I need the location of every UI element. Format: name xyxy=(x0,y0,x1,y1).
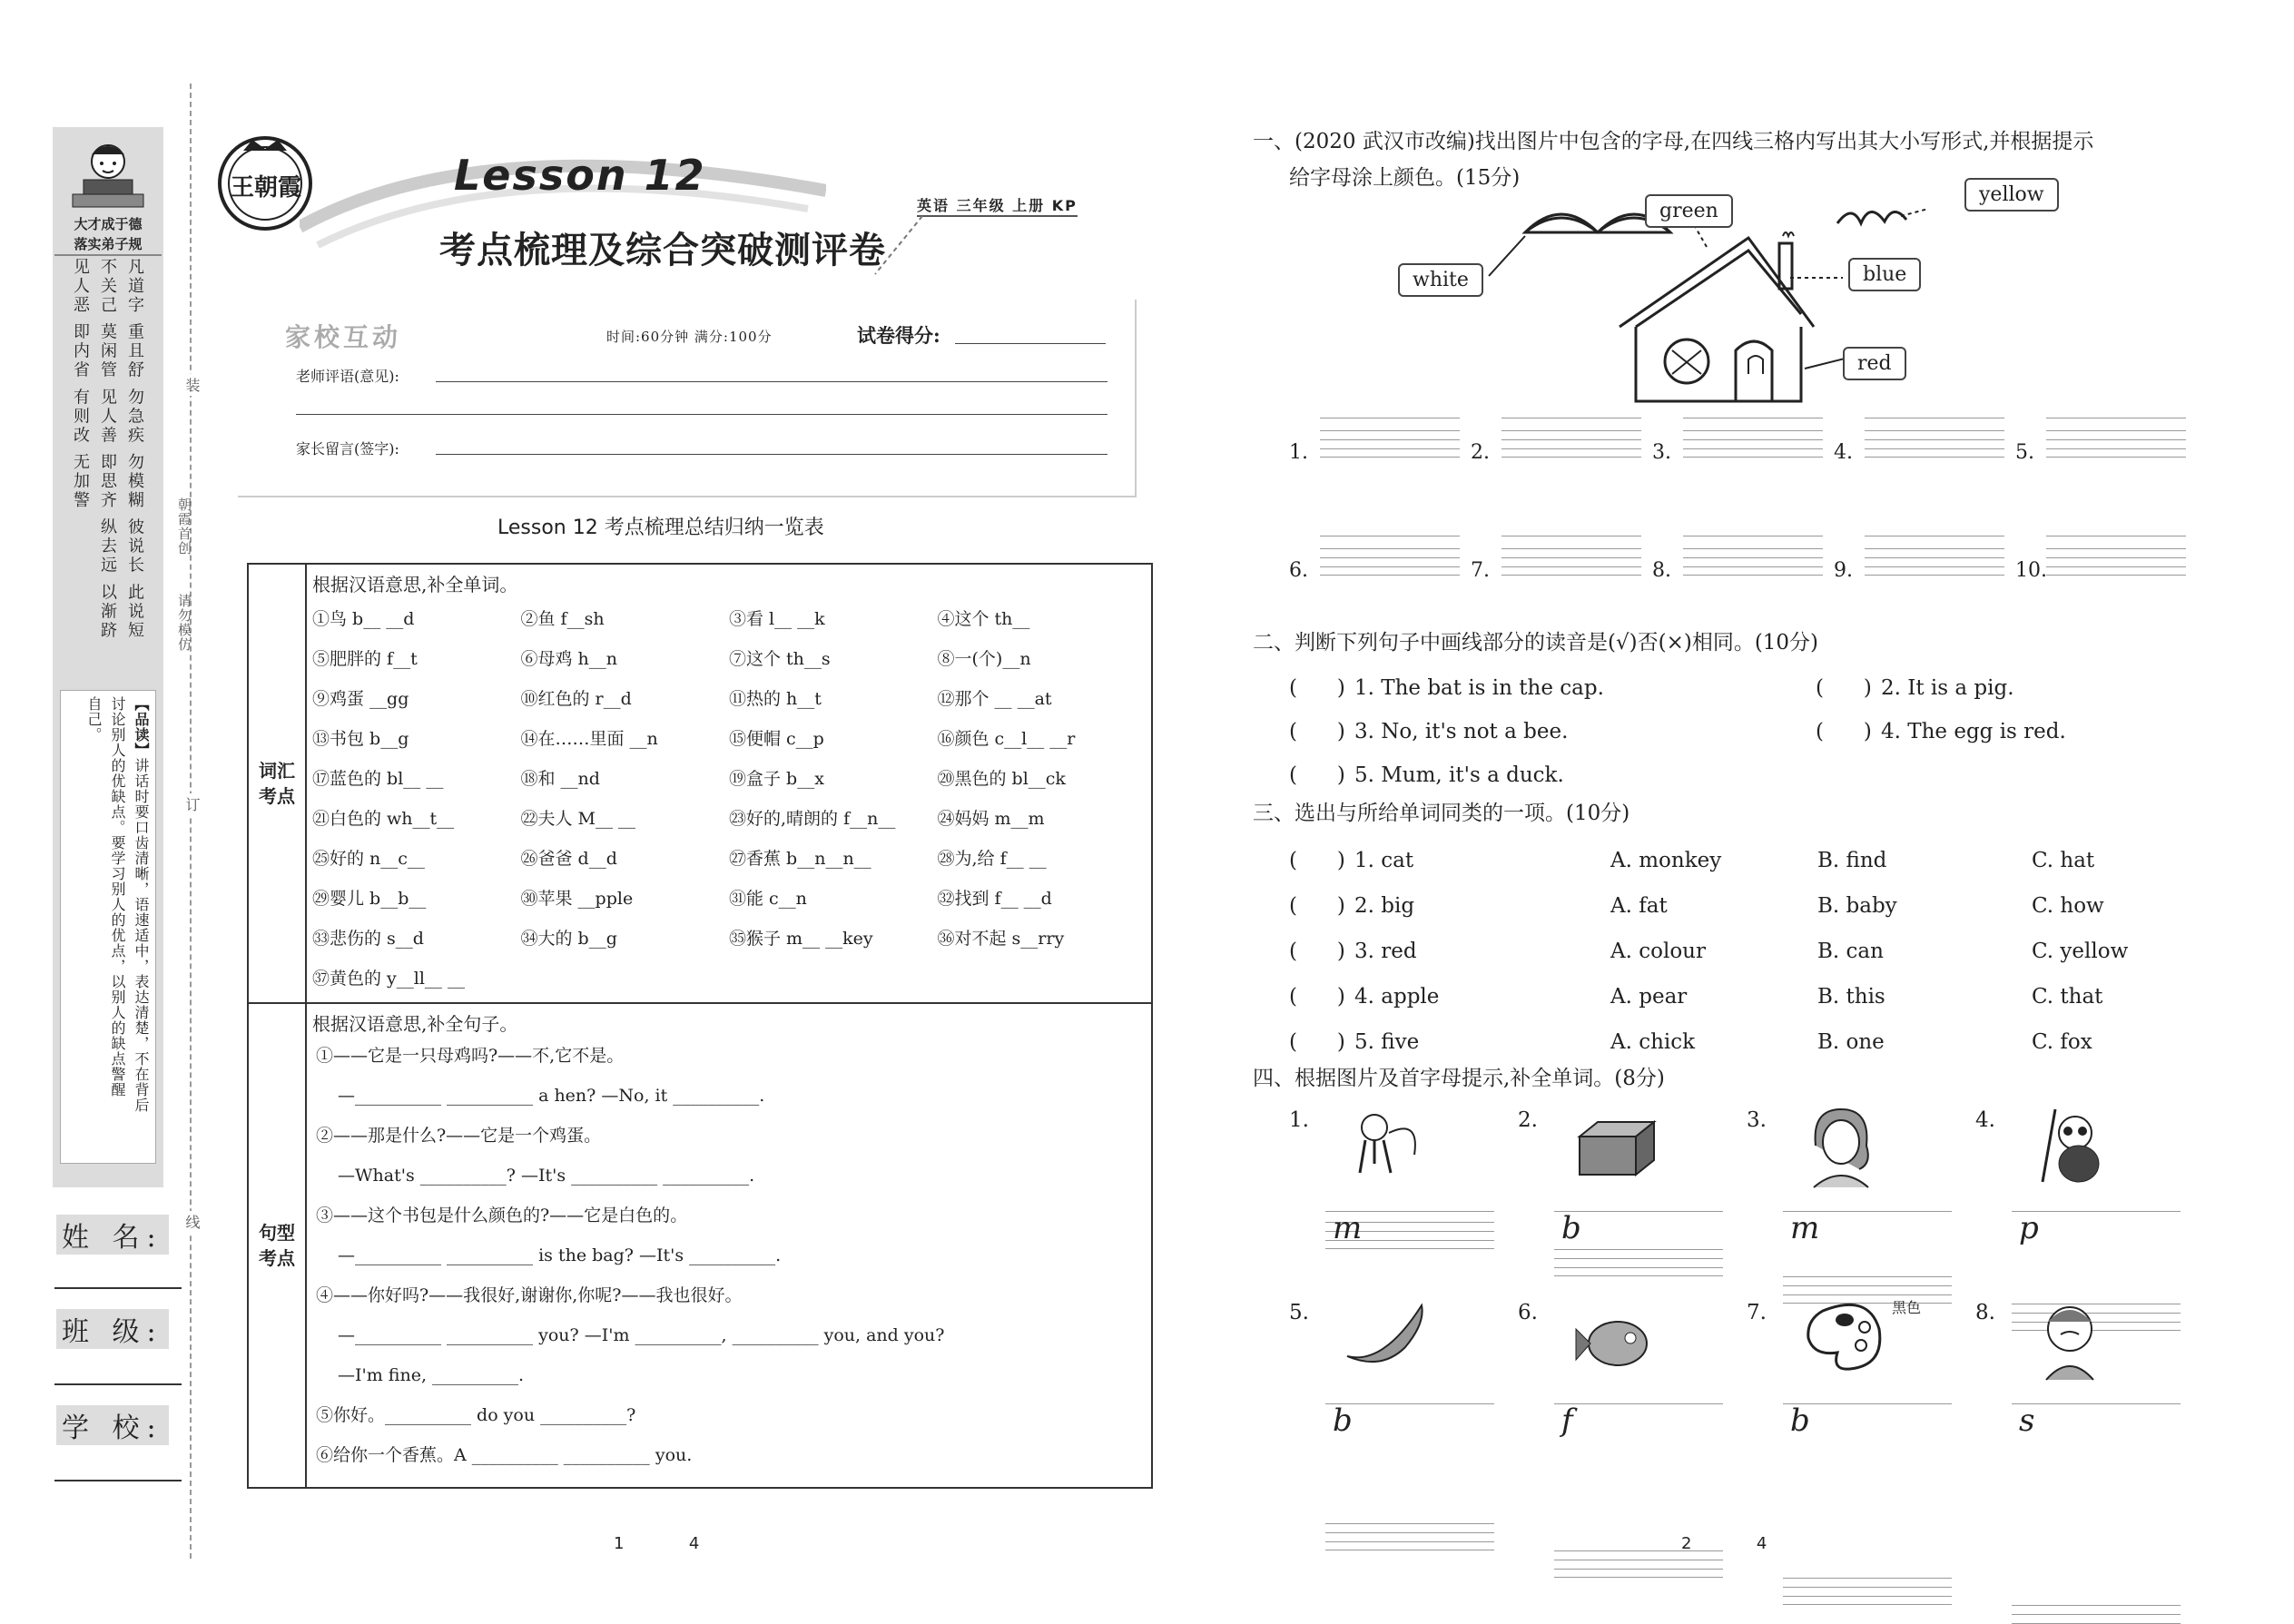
tag-diagonal xyxy=(871,214,926,278)
label-green: green xyxy=(1645,194,1733,228)
picture-3 xyxy=(1796,1100,1886,1191)
vocab-item: ⑯颜色 c__l__ __r xyxy=(937,729,1076,749)
vocab-item: ㉕好的 n__c__ xyxy=(312,849,425,869)
picture-4 xyxy=(2024,1100,2115,1191)
choice-paren[interactable]: ( ) xyxy=(1289,894,1345,918)
vocab-cell xyxy=(306,564,1152,1003)
writing-grid[interactable] xyxy=(2012,1605,2181,1624)
vocab-item: ㉗香蕉 b__n__n__ xyxy=(729,849,871,869)
sentence-intro: 根据汉语意思,补全句子。 xyxy=(312,1013,518,1035)
vocab-item: ㊱对不起 s__rry xyxy=(937,929,1065,949)
writing-grid[interactable] xyxy=(1554,1249,1723,1276)
picture-number: 5. xyxy=(1289,1301,1309,1324)
writing-top-line xyxy=(2012,1403,2181,1404)
sentence-cat-1: 句型 xyxy=(259,1222,295,1244)
vocab-item: ④这个 th__ xyxy=(937,609,1030,629)
vocab-cat-1: 词汇 xyxy=(259,760,295,782)
picture-number: 8. xyxy=(1975,1301,1995,1324)
picture-1 xyxy=(1338,1100,1429,1191)
option-b[interactable]: B. one xyxy=(1817,1030,1885,1054)
poem-col-2: 不关己 莫闲管 见人善 即思齐 纵去远 以渐跻 xyxy=(98,258,117,641)
vocab-item: ㉓好的,晴朗的 f__n__ xyxy=(729,809,896,829)
vocab-item: ⑲盒子 b__x xyxy=(729,769,824,789)
motto-line-1: 大才成于德 xyxy=(74,216,143,232)
vocab-item: ⑰蓝色的 bl__ __ xyxy=(312,769,444,789)
name-label: 姓 名: xyxy=(56,1215,169,1255)
option-c[interactable]: C. hat xyxy=(2032,849,2095,872)
option-c[interactable]: C. yellow xyxy=(2032,940,2129,963)
vocab-intro: 根据汉语意思,补全单词。 xyxy=(312,574,518,595)
judge-paren[interactable]: ( ) xyxy=(1816,720,1872,743)
picture-2 xyxy=(1567,1100,1658,1191)
sentence-line: —I'm fine, __________. xyxy=(338,1365,525,1385)
vocab-item: ㉔妈妈 m__m xyxy=(937,809,1045,829)
hint-letter: b xyxy=(1333,1403,1353,1439)
time-info: 时间:60分钟 满分:100分 xyxy=(606,329,773,345)
lesson-title: Lesson 12 xyxy=(454,151,706,200)
vocab-item: ㉚苹果 __pple xyxy=(520,889,634,909)
vocab-item: ㉑白色的 wh__t__ xyxy=(312,809,455,829)
subject-tag: 英语 三年级 上册 KP xyxy=(917,194,1078,217)
poem-col-3: 见人恶 即内省 有则改 无加警 xyxy=(71,258,90,511)
picture-6 xyxy=(1567,1293,1658,1383)
vocab-item: ⑪热的 h__t xyxy=(729,689,822,709)
vocab-item: ㉒夫人 M__ __ xyxy=(520,809,636,829)
option-a[interactable]: A. monkey xyxy=(1610,849,1722,872)
hint-letter: p xyxy=(2019,1210,2039,1246)
section1-title-2: 给字母涂上颜色。(15分) xyxy=(1289,166,1521,190)
score-label: 试卷得分: xyxy=(857,324,940,347)
hint-letter: b xyxy=(1790,1403,1810,1439)
option-a[interactable]: A. colour xyxy=(1610,940,1706,963)
picture-number: 4. xyxy=(1975,1108,1995,1132)
option-b[interactable]: B. this xyxy=(1817,985,1885,1009)
answer-number: 3. xyxy=(1652,441,1671,464)
label-yellow: yellow xyxy=(1964,178,2059,212)
option-a[interactable]: A. fat xyxy=(1610,894,1668,918)
cut-mark-1: 装 xyxy=(182,374,202,396)
four-line-grid[interactable] xyxy=(1865,548,2004,576)
section1-title: 一、(2020 武汉市改编)找出图片中包含的字母,在四线三格内写出其大小写形式,并根据提示 xyxy=(1253,130,2094,153)
sentence-line: —What's __________? —It's __________ __________. xyxy=(338,1166,755,1186)
teacher-label: 老师评语(意见): xyxy=(296,368,399,385)
answer-number: 7. xyxy=(1471,559,1490,582)
cut-mark-2: 订 xyxy=(182,793,202,815)
judge-sentence: 3. No, it's not a bee. xyxy=(1354,720,1569,743)
label-red: red xyxy=(1843,347,1906,380)
judge-paren[interactable]: ( ) xyxy=(1289,763,1345,787)
choice-question: 4. apple xyxy=(1354,985,1440,1009)
hint-letter: m xyxy=(1790,1210,1820,1246)
sentence-line: —__________ __________ you? —I'm __________, __________ you, and you? xyxy=(338,1325,945,1345)
class-label: 班 级: xyxy=(56,1309,169,1349)
picture-8 xyxy=(2024,1293,2115,1383)
picture-number: 3. xyxy=(1747,1108,1767,1132)
sentence-list xyxy=(312,1036,1146,1475)
picture-7 xyxy=(1796,1293,1886,1383)
option-c[interactable]: C. fox xyxy=(2032,1030,2092,1054)
vocab-item: ㉞大的 b__g xyxy=(520,929,617,949)
choice-question: 5. five xyxy=(1354,1030,1420,1054)
black-label: 黑色 xyxy=(1892,1299,1922,1316)
vocab-item: ⑤肥胖的 f__t xyxy=(312,649,418,669)
brand-logo-text: 王朝霞 xyxy=(230,174,301,202)
sentence-line: —__________ __________ is the bag? —It's __________. xyxy=(338,1245,782,1265)
binding-cut-line xyxy=(190,84,192,1559)
vocab-item: ⑩红色的 r__d xyxy=(520,689,632,709)
answer-number: 1. xyxy=(1289,441,1308,464)
section1-answer-row-1 xyxy=(1289,418,2206,481)
vocab-item: ⑨鸡蛋 __gg xyxy=(312,689,409,709)
parent-comment-field[interactable] xyxy=(436,454,1108,455)
writing-top-line xyxy=(1554,1403,1723,1404)
vocab-item: ㉘为,给 f__ __ xyxy=(937,849,1047,869)
four-line-grid[interactable] xyxy=(1683,430,1823,458)
judge-paren[interactable]: ( ) xyxy=(1816,676,1872,700)
page-number-left: 1 4 xyxy=(614,1534,718,1553)
pindu-text-1: 讲话时要口齿清晰，语速适中，表达清楚，不在背后 xyxy=(133,758,150,1113)
sentence-line: ⑥给你一个香蕉。A __________ __________ you. xyxy=(316,1445,693,1465)
answer-number: 10. xyxy=(2015,559,2047,582)
house-illustration xyxy=(1380,196,1961,414)
vocab-item: ②鱼 f__sh xyxy=(520,609,605,629)
main-title: 考点梳理及综合突破测评卷 xyxy=(439,229,886,271)
vocab-cat-2: 考点 xyxy=(259,785,295,807)
picture-number: 6. xyxy=(1518,1301,1538,1324)
judge-paren[interactable]: ( ) xyxy=(1289,720,1345,743)
vocab-item: ⑧一(个)__n xyxy=(937,649,1031,669)
vocab-item: ⑮便帽 c__p xyxy=(729,729,824,749)
picture-number: 1. xyxy=(1289,1108,1309,1132)
score-field[interactable] xyxy=(955,343,1106,344)
four-line-grid[interactable] xyxy=(1865,430,2004,458)
judge-paren[interactable]: ( ) xyxy=(1289,676,1345,700)
side-note-2: 请勿模仿 xyxy=(176,594,192,652)
sentence-line: ③——这个书包是什么颜色的?——它是白色的。 xyxy=(316,1206,688,1225)
four-line-grid[interactable] xyxy=(1683,548,1823,576)
vocab-item: ㉝悲伤的 s__d xyxy=(312,929,424,949)
answer-number: 6. xyxy=(1289,559,1308,582)
vocab-item: ①鸟 b__ __d xyxy=(312,609,415,629)
option-a[interactable]: A. chick xyxy=(1610,1030,1696,1054)
picture-number: 7. xyxy=(1747,1301,1767,1324)
vocab-item: ⑥母鸡 h__n xyxy=(520,649,618,669)
hint-letter: s xyxy=(2019,1403,2035,1439)
hint-letter: m xyxy=(1333,1210,1363,1246)
kp-table-title: Lesson 12 考点梳理总结归纳一览表 xyxy=(497,517,824,539)
key-points-table xyxy=(247,563,1153,1489)
section4-title: 四、根据图片及首字母提示,补全单词。(8分) xyxy=(1253,1067,1665,1090)
section3-title: 三、选出与所给单词同类的一项。(10分) xyxy=(1253,802,1630,825)
answer-number: 4. xyxy=(1834,441,1853,464)
vocab-item: ⑱和 __nd xyxy=(520,769,600,789)
section2-title: 二、判断下列句子中画线部分的读音是(√)否(×)相同。(10分) xyxy=(1253,631,1819,655)
choice-paren[interactable]: ( ) xyxy=(1289,985,1345,1009)
hint-letter: f xyxy=(1561,1403,1573,1439)
poem-col-1: 凡道字 重且舒 勿急疾 勿模糊 彼说长 此说短 xyxy=(125,258,144,641)
answer-number: 5. xyxy=(2015,441,2034,464)
pindu-col-1 xyxy=(130,696,152,1157)
pindu-box xyxy=(60,690,156,1164)
vocab-item: ⑭在……里面 __n xyxy=(520,729,658,749)
hint-letter: b xyxy=(1561,1210,1581,1246)
vocab-item: ㉖爸爸 d__d xyxy=(520,849,617,869)
vocab-item: ㉛能 c__n xyxy=(729,889,807,909)
answer-number: 2. xyxy=(1471,441,1490,464)
choice-question: 2. big xyxy=(1354,894,1415,918)
class-field[interactable] xyxy=(54,1383,182,1385)
sentence-line: —__________ __________ a hen? —No, it __________. xyxy=(338,1086,765,1106)
option-b[interactable]: B. can xyxy=(1817,940,1884,963)
school-label: 学 校: xyxy=(56,1405,169,1445)
four-line-grid[interactable] xyxy=(2046,430,2186,458)
scholar-illustration xyxy=(60,134,156,211)
label-blue: blue xyxy=(1848,258,1921,291)
vocab-category xyxy=(248,564,306,1003)
picture-number: 2. xyxy=(1518,1108,1538,1132)
vocab-item: ⑦这个 th__s xyxy=(729,649,831,669)
vocab-item: ㉙婴儿 b__b__ xyxy=(312,889,427,909)
choice-question: 1. cat xyxy=(1354,849,1414,872)
answer-number: 8. xyxy=(1652,559,1671,582)
option-c[interactable]: C. how xyxy=(2032,894,2104,918)
four-line-grid[interactable] xyxy=(1320,548,1460,576)
vocab-item: ③看 l__ __k xyxy=(729,609,825,629)
judge-sentence: 5. Mum, it's a duck. xyxy=(1354,763,1564,787)
sentence-line: ⑤你好。__________ do you __________? xyxy=(316,1405,636,1425)
sentence-line: ①——它是一只母鸡吗?——不,它不是。 xyxy=(316,1046,625,1066)
side-note-1: 朝霞首创 xyxy=(176,497,192,556)
school-field[interactable] xyxy=(54,1480,182,1481)
jiaxiao-title: 家校互动 xyxy=(285,322,402,352)
sentence-cell xyxy=(306,1003,1152,1488)
vocab-item: ⑳黑色的 bl__ck xyxy=(937,769,1066,789)
poem-box xyxy=(58,258,156,675)
vocab-item: ⑬书包 b__g xyxy=(312,729,409,749)
vocab-item: ⑫那个 __ __at xyxy=(937,689,1052,709)
vocab-item: ㉜找到 f__ __d xyxy=(937,889,1052,909)
sentence-cat-2: 考点 xyxy=(259,1247,295,1269)
label-white: white xyxy=(1398,263,1483,297)
picture-5 xyxy=(1338,1293,1429,1383)
sidebar-divider xyxy=(54,254,162,256)
section1-answer-row-2 xyxy=(1289,536,2206,599)
choice-paren[interactable]: ( ) xyxy=(1289,940,1345,963)
option-b[interactable]: B. find xyxy=(1817,849,1887,872)
sentence-category xyxy=(248,1003,306,1488)
name-field[interactable] xyxy=(54,1287,182,1289)
pindu-title: 【品读】 xyxy=(133,696,150,758)
writing-grid[interactable] xyxy=(1783,1578,1952,1605)
judge-sentence: 4. The egg is red. xyxy=(1881,720,2066,743)
sentence-line: ②——那是什么?——它是一个鸡蛋。 xyxy=(316,1126,602,1146)
four-line-grid[interactable] xyxy=(1501,548,1641,576)
judge-sentence: 1. The bat is in the cap. xyxy=(1354,676,1604,700)
pindu-col-2: 讨论别人的优缺点。要学习别人的优点，以别人的缺点警醒 xyxy=(109,696,126,1097)
teacher-comment-line-2[interactable] xyxy=(296,414,1108,415)
four-line-grid[interactable] xyxy=(1320,430,1460,458)
four-line-grid[interactable] xyxy=(1501,430,1641,458)
choice-paren[interactable]: ( ) xyxy=(1289,1030,1345,1054)
vocab-grid xyxy=(312,605,1146,989)
sentence-line: ④——你好吗?——我很好,谢谢你,你呢?——我也很好。 xyxy=(316,1285,743,1305)
motto-line-2: 落实弟子规 xyxy=(74,236,143,252)
choice-paren[interactable]: ( ) xyxy=(1289,849,1345,872)
option-c[interactable]: C. that xyxy=(2032,985,2103,1009)
choice-question: 3. red xyxy=(1354,940,1417,963)
answer-number: 9. xyxy=(1834,559,1853,582)
vocab-item: ㉟猴子 m__ __key xyxy=(729,929,873,949)
pindu-col-3: 自己。 xyxy=(85,696,103,743)
teacher-comment-field[interactable] xyxy=(436,381,1108,382)
parent-label: 家长留言(签字): xyxy=(296,440,399,458)
writing-grid[interactable] xyxy=(1554,1550,1723,1578)
judge-sentence: 2. It is a pig. xyxy=(1881,676,2014,700)
option-b[interactable]: B. baby xyxy=(1817,894,1897,918)
four-line-grid[interactable] xyxy=(2046,548,2186,576)
cut-mark-3: 线 xyxy=(182,1211,202,1233)
page-number-right: 2 4 xyxy=(1681,1534,1786,1553)
vocab-item: ㊲黄色的 y__ll__ __ xyxy=(312,969,465,989)
option-a[interactable]: A. pear xyxy=(1610,985,1688,1009)
writing-grid[interactable] xyxy=(1325,1523,1494,1550)
